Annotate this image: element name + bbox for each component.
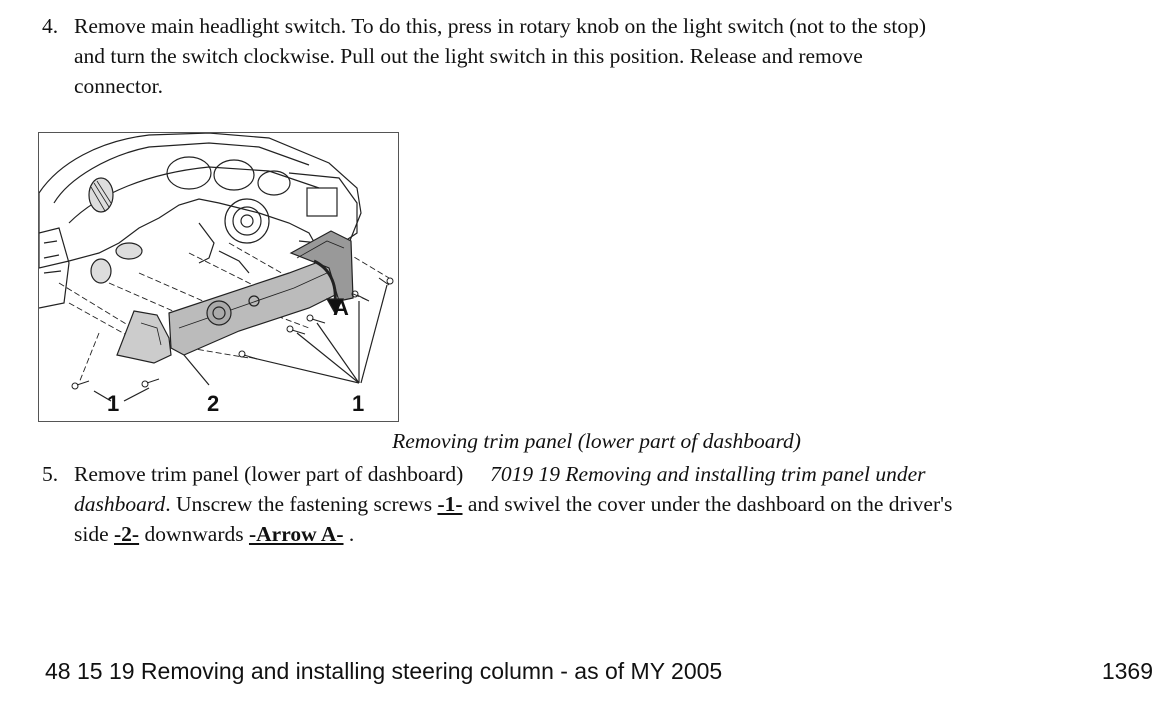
callout-1-right: 1 [352,391,365,416]
dashboard-trim-illustration [38,132,399,422]
callout-2: 2 [207,391,220,416]
step-text-segment: downwards [144,522,244,546]
cross-reference-link[interactable]: 7019 19 Removing and installing trim panel under [490,462,926,486]
step-number: 5. [42,462,59,486]
step-line [74,519,952,549]
step-text-segment: . Unscrew the fastening screws [165,492,433,516]
step-line: Remove main headlight switch. To do this, press in rotary knob on the light switch (not to the stop) [74,14,927,38]
step-text-segment: . [348,522,355,546]
footer-title: 48 15 19 Removing and installing steering column - as of MY 2005 [45,658,723,684]
callout-ref-1: -1- [437,492,463,516]
step-line: connector. [74,74,163,98]
cross-reference-link-cont[interactable]: dashboard [74,492,166,516]
callout-arrow-a: A [333,295,349,320]
callout-1-left: 1 [107,391,120,416]
step-text [74,459,952,549]
step-line [74,459,952,489]
step-line [74,489,952,519]
step-number: 4. [42,14,59,38]
step-text-segment: Remove trim panel (lower part of dashboard) [74,462,464,486]
callout-ref-2: -2- [114,522,140,546]
step-text [74,11,926,101]
step-text-segment: and swivel the cover under the dashboard on the driver's [467,492,953,516]
page-number: 1369 [1101,658,1153,684]
figure-caption: Removing trim panel (lower part of dashboard) [392,429,801,453]
dashboard-drawing [39,133,399,422]
step-line: and turn the switch clockwise. Pull out the light switch in this position. Release and remove [74,44,863,68]
callout-ref-arrow-a: -Arrow A- [248,522,344,546]
step-text-segment: side [74,522,109,546]
